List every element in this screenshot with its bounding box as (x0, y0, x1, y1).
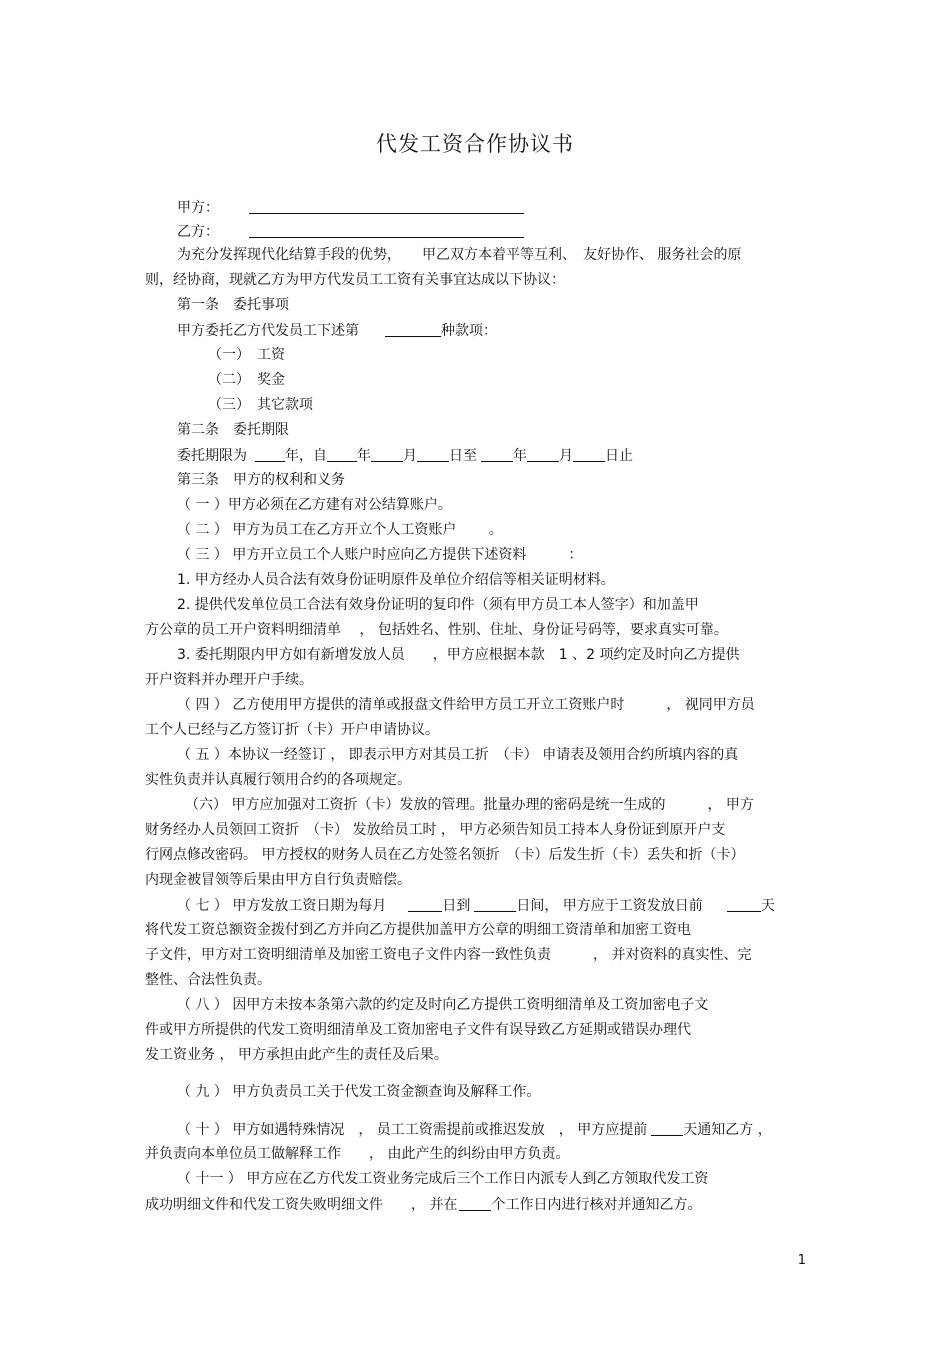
clause-10a-text: （ 十 ） 甲方如遇特殊情况 ， 员工工资需提前或推迟发放 ， 甲方应提前 (177, 1122, 648, 1138)
party-b-blank (249, 222, 524, 238)
document-title: 代发工资合作协议书 (376, 132, 574, 156)
clause-8c: 发工资业务 ， 甲方承担由此产生的责任及后果。 (145, 1047, 448, 1063)
clause-9: （ 九 ） 甲方负责员工关于代发工资金额查询及解释工作。 (177, 1084, 541, 1100)
clause-4a: （ 四 ） 乙方使用甲方提供的清单或报盘文件给甲方员工开立工资账户时 ， 视同甲方员 (177, 697, 755, 713)
period-blank (527, 446, 559, 462)
party-b-line (177, 222, 524, 241)
clause-7a (177, 896, 775, 915)
party-a-line (177, 198, 524, 217)
period-text: 年，自 (285, 448, 327, 464)
clause-6c: 行网点修改密码。 甲方授权的财务人员在乙方处签名领折 （卡）后发生折（卡）丢失和折（卡） (145, 847, 745, 863)
period-label: 委托期限为 (177, 448, 247, 464)
period-blank (371, 446, 403, 462)
article-3-heading: 第三条 甲方的权利和义务 (177, 472, 345, 488)
clause-7b: 将代发工资总额资金拨付到乙方并向乙方提供加盖甲方公章的明细工资清单和加密工资电 (145, 922, 691, 938)
party-a-label: 甲方： (177, 200, 219, 216)
clause-10a-text: 天通知乙方 ， (683, 1122, 772, 1138)
days-before-blank (727, 896, 761, 912)
period-text: 月 (403, 448, 417, 464)
period-text: 月 (559, 448, 573, 464)
period-text: 日至 (449, 448, 477, 464)
clause-7a-text: 日间， 甲方应于工资发放日前 (516, 898, 703, 914)
clause-5a: （ 五 ）本协议一经签订 ， 即表示甲方对其员工折 （卡） 申请表及领用合约所填内容的真 (177, 747, 739, 763)
clause-6b: 财务经办人员领回工资折 （卡） 发放给员工时 ， 甲方必须告知员工持本人身份证到原开户支 (145, 822, 726, 838)
clause-6d: 内现金被冒领等后果由甲方自行负责赔偿。 (145, 872, 411, 888)
clause-7a-text: 日到 (442, 898, 471, 914)
article-2-heading: 第二条 委托期限 (177, 422, 289, 438)
intro-line-2: 则，经协商，现就乙方为甲方代发员工工资有关事宜达成以下协议： (145, 272, 565, 288)
period-text: 年 (513, 448, 527, 464)
item-other: （三） 其它款项 (208, 397, 313, 413)
period-blank (327, 446, 357, 462)
party-a-blank (249, 198, 524, 214)
check-days-blank (459, 1195, 491, 1211)
clause-8a: （ 八 ） 因甲方未按本条第六款的约定及时向乙方提供工资明细清单及工资加密电子文 (177, 997, 709, 1013)
clause-11b-text: 成功明细文件和代发工资失败明细文件 ， 并在 (145, 1197, 458, 1213)
clause-8b: 件或甲方所提供的代发工资明细清单及工资加密电子文件有误导致乙方延期或错误办理代 (145, 1022, 691, 1038)
period-text: 年 (357, 448, 371, 464)
clause-10a (177, 1120, 772, 1139)
intro-line-1: 为充分发挥现代化结算手段的优势， 甲乙双方本着平等互利、 友好协作、 服务社会的原 (177, 247, 742, 263)
clause-7d: 整性、合法性负责。 (145, 972, 271, 988)
clause-6a: （六） 甲方应加强对工资折（卡）发放的管理。批量办理的密码是统一生成的 ， 甲方 (185, 797, 754, 813)
clause-1: （ 一 ）甲方必须在乙方建有对公结算账户。 (177, 497, 452, 513)
clause-2: （ 二 ） 甲方为员工在乙方开立个人工资账户 。 (177, 522, 503, 538)
pay-day-from-blank (408, 896, 442, 912)
clause-3-item-3b: 开户资料并办理开户手续。 (145, 672, 313, 688)
clause-7c: 子文件，甲方对工资明细清单及加密工资电子文件内容一致性负责 ， 并对资料的真实性、完 (145, 947, 752, 963)
notice-days-blank (651, 1120, 683, 1136)
party-b-label: 乙方： (177, 224, 219, 240)
clause-3: （ 三 ） 甲方开立员工个人账户时应向乙方提供下述资料 ： (177, 547, 583, 563)
item-salary: （一） 工资 (208, 347, 285, 363)
article-1-text (177, 321, 497, 340)
clause-7a-text: （ 七 ） 甲方发放工资日期为每月 (177, 898, 387, 914)
pay-day-to-blank (474, 896, 516, 912)
clause-11b (145, 1195, 701, 1214)
period-text: 日止 (605, 448, 633, 464)
clause-11b-text: 个工作日内进行核对并通知乙方。 (491, 1197, 702, 1213)
clause-3-item-3a: 3. 委托期限内甲方如有新增发放人员 ，甲方应根据本款 1 、2 项约定及时向乙方提供 (177, 647, 740, 663)
clause-4b: 工个人已经与乙方签订折（卡）开户申请协议。 (145, 722, 439, 738)
period-line (177, 446, 633, 465)
article-1-heading: 第一条 委托事项 (177, 297, 289, 313)
item-bonus: （二） 奖金 (208, 372, 285, 388)
period-blank (573, 446, 605, 462)
article-1-text-a: 甲方委托乙方代发员工下述第 (177, 323, 359, 339)
period-blank (255, 446, 285, 462)
clause-3-item-2b: 方公章的员工开户资料明细清单 ， 包括姓名、性别、住址、身份证号码等，要求真实可靠。 (145, 622, 728, 638)
clause-3-item-2a: 2. 提供代发单位员工合法有效身份证明的复印件（须有甲方员工本人签字）和加盖甲 (177, 597, 699, 613)
clause-7a-text: 天 (760, 898, 775, 914)
article-1-text-b: 种款项： (441, 323, 497, 339)
clause-5b: 实性负责并认真履行领用合约的各项规定。 (145, 772, 411, 788)
page-number: 1 (797, 1253, 806, 1268)
period-blank (417, 446, 449, 462)
clause-11a: （ 十一 ） 甲方应在乙方代发工资业务完成后三个工作日内派专人到乙方领取代发工资 (177, 1171, 709, 1187)
period-blank (481, 446, 513, 462)
kind-count-blank (385, 321, 441, 337)
clause-10b: 并负责向本单位员工做解释工作 ， 由此产生的纠纷由甲方负责。 (145, 1146, 570, 1162)
clause-3-item-1: 1. 甲方经办人员合法有效身份证明原件及单位介绍信等相关证明材料。 (177, 572, 615, 588)
